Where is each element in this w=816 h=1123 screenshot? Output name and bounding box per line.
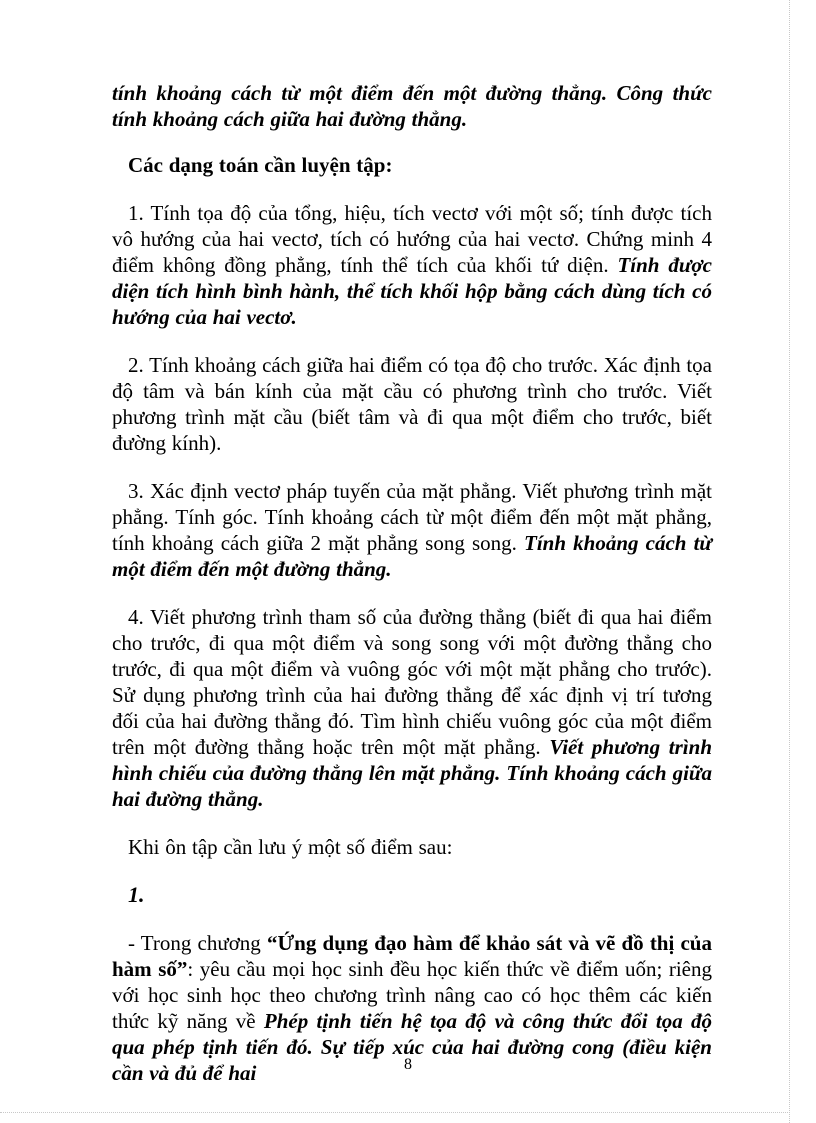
list-item-1-emphasis: Tính được diện tích hình bình hành, thể tích khối hộp bằng cách dùng tích có hướng của hai vectơ. xyxy=(112,253,712,329)
final-paragraph-body: : yêu cầu mọi học sinh đều học kiến thức về điểm uốn; riêng với học sinh học theo chương trình nâng cao có học thêm các kiến thức kỹ năng về xyxy=(112,957,712,1033)
list-item-3-emphasis: Tính khoảng cách từ một điểm đến một đường thẳng. xyxy=(112,531,712,581)
list-item-1 xyxy=(112,200,712,330)
chapter-title: “Ứng dụng đạo hàm để khảo sát và vẽ đồ thị của hàm số” xyxy=(112,931,712,981)
section-heading: Các dạng toán cần luyện tập: xyxy=(128,153,393,177)
final-paragraph-prefix: - Trong chương xyxy=(128,931,267,955)
list-item-3-text: 3. Xác định vectơ pháp tuyến của mặt phẳng. Viết phương trình mặt phẳng. Tính góc. Tính khoảng cách từ một điểm đến một mặt phẳng, tính khoảng cách giữa 2 mặt phẳng song song. xyxy=(112,479,712,555)
page-number: 8 xyxy=(404,1056,412,1073)
right-margin-rule xyxy=(789,0,790,1123)
review-note: Khi ôn tập cần lưu ý một số điểm sau: xyxy=(128,835,453,859)
final-paragraph-emphasis: Phép tịnh tiến hệ tọa độ và công thức đổi tọa độ qua phép tịnh tiến đó. Sự tiếp xúc của hai đường cong (điều kiện cần và đủ để hai xyxy=(112,1009,713,1085)
intro-paragraph: tính khoảng cách từ một điểm đến một đường thẳng. Công thức tính khoảng cách giữa hai đường thẳng. xyxy=(112,81,712,131)
list-item-2 xyxy=(112,352,712,456)
list-item-1-text: 1. Tính tọa độ của tổng, hiệu, tích vectơ với một số; tính được tích vô hướng của hai vectơ, tích có hướng của hai vectơ. Chứng minh 4 điểm không đồng phẳng, tính thể tích của khối tứ diện. xyxy=(112,201,712,277)
list-item-2-text: 2. Tính khoảng cách giữa hai điểm có tọa độ cho trước. Xác định tọa độ tâm và bán kính của mặt cầu có phương trình cho trước. Viết phương trình mặt cầu (biết tâm và đi qua một điểm cho trước, biết đường kính). xyxy=(112,353,712,455)
list-item-4 xyxy=(112,604,712,812)
list-item-4-emphasis: Viết phương trình hình chiếu của đường thẳng lên mặt phẳng. Tính khoảng cách giữa hai đường thẳng. xyxy=(112,735,713,811)
list-item-4-text: 4. Viết phương trình tham số của đường thẳng (biết đi qua hai điểm cho trước, đi qua một điểm và song song với một đường thẳng cho trước, đi qua một điểm và vuông góc với một mặt phẳng cho trước). Sử dụng phương trình của hai đường thẳng để xác định vị trí tương đối của hai đường thẳng đó. Tìm hình chiếu vuông góc của một điểm trên một đường thẳng hoặc trên một mặt phẳng. xyxy=(112,605,712,759)
point-number: 1. xyxy=(128,882,145,907)
page-content xyxy=(112,80,712,1108)
bottom-margin-rule xyxy=(0,1112,790,1113)
list-item-3 xyxy=(112,478,712,582)
